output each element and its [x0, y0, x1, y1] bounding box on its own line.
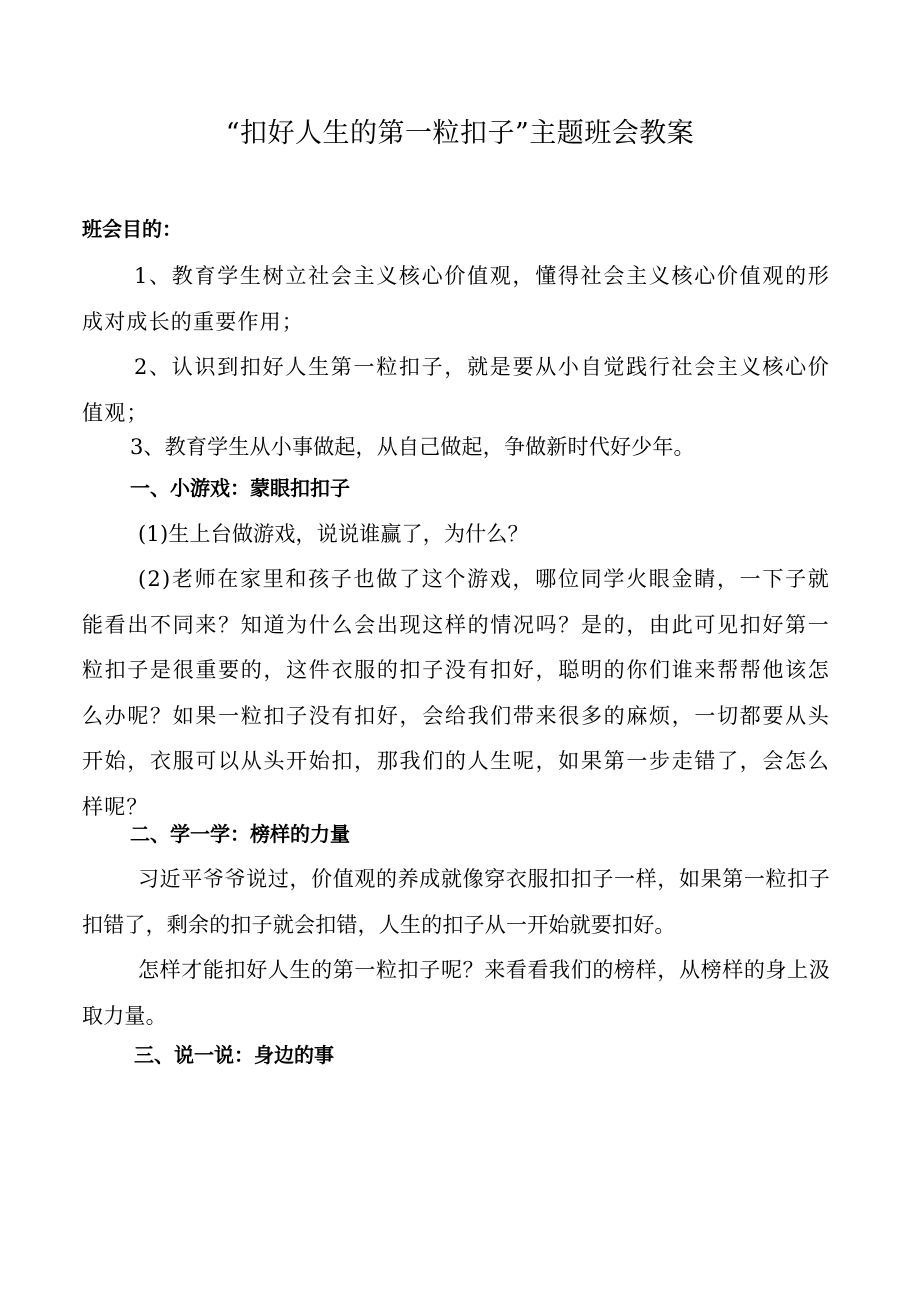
section2-heading: 二、学一学：榜样的力量 [130, 822, 350, 846]
objective-item-1: 1、教育学生树立社会主义核心价值观，懂得社会主义核心价值观的形成对成长的重要作用； [82, 264, 830, 334]
document-title: “扣好人生的第一粒扣子”主题班会教案 [225, 118, 695, 149]
objective-item-3: 3、教育学生从小事做起，从自己做起，争做新时代好少年。 [130, 435, 695, 459]
objective-item-2: 2、认识到扣好人生第一粒扣子，就是要从小自觉践行社会主义核心价值观； [82, 355, 830, 425]
section2-paragraph-1: 习近平爷爷说过，价值观的养成就像穿衣服扣扣子一样，如果第一粒扣子扣错了，剩余的扣子就会扣错，人生的扣子从一开始就要扣好。 [82, 867, 830, 937]
section3-heading: 三、说一说：身边的事 [134, 1043, 334, 1067]
section1-item-1: (1)生上台做游戏，说说谁赢了，为什么？ [138, 522, 529, 546]
section1-heading: 一、小游戏：蒙眼扣扣子 [130, 476, 350, 500]
objectives-heading: 班会目的： [82, 217, 182, 241]
section1-item-2: (2)老师在家里和孩子也做了这个游戏，哪位同学火眼金睛，一下子就能看出不同来？知道为什么会出现这样的情况吗？是的，由此可见扣好第一粒扣子是很重要的，这件衣服的扣子没有扣好，聪明的你们谁来帮帮他该怎么办呢？如果一粒扣子没有扣好，会给我们带来很多的麻烦，一切都要从头开始，衣服可以从头开始扣，那我们的人生呢，如果第一步走错了，会怎么样呢？ [82, 567, 830, 819]
section2-paragraph-2: 怎样才能扣好人生的第一粒扣子呢？来看看我们的榜样，从榜样的身上汲取力量。 [82, 958, 830, 1028]
